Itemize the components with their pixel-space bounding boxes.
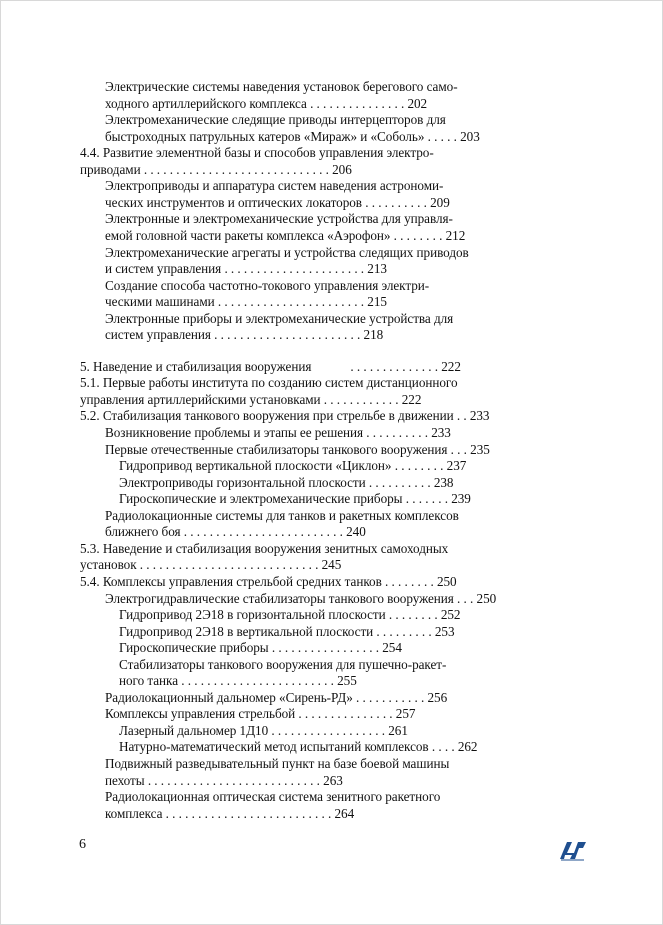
toc-line: Гидропривод 2Э18 в вертикальной плоскости . . . . . . . . . 253 (119, 623, 455, 639)
toc-line: Первые отечественные стабилизаторы танкового вооружения . . . 235 (105, 441, 490, 457)
toc-line: ного танка . . . . . . . . . . . . . . . . . . . . . . . . 255 (119, 673, 357, 689)
toc-line: Гидропривод 2Э18 в горизонтальной плоскости . . . . . . . . 252 (119, 607, 461, 623)
toc-line: быстроходных патрульных катеров «Мираж» и «Соболь» . . . . . 203 (105, 128, 480, 144)
toc-line: Радиолокационные системы для танков и ракетных комплексов (105, 507, 459, 523)
toc-line: ближнего боя . . . . . . . . . . . . . . . . . . . . . . . . . 240 (105, 524, 366, 540)
toc-line: ходного артиллерийского комплекса . . . . . . . . . . . . . . . 202 (105, 95, 428, 111)
toc-line: систем управления . . . . . . . . . . . . . . . . . . . . . . . 218 (105, 327, 384, 343)
toc-line: Электрические системы наведения установок берегового само- (105, 79, 458, 94)
toc-line: 5.2. Стабилизация танкового вооружения при стрельбе в движении . . 233 (80, 408, 490, 424)
toc-line: Электронные приборы и электромеханические устройства для (105, 310, 454, 326)
toc-line: пехоты . . . . . . . . . . . . . . . . . . . . . . . . . . . 263 (105, 772, 343, 788)
toc-line: Электромеханические агрегаты и устройства следящих приводов (105, 244, 469, 260)
toc-line: 5. Наведение и стабилизация вооружения . . . . . . . . . . . . . . 222 (80, 358, 461, 374)
toc-line: ческих инструментов и оптических локаторов . . . . . . . . . . 209 (105, 194, 450, 210)
toc-line: Электромеханические следящие приводы интерцепторов для (105, 112, 446, 128)
toc-line: комплекса . . . . . . . . . . . . . . . . . . . . . . . . . . 264 (105, 805, 355, 821)
toc-line: Электронные и электромеханические устройства для управля- (105, 211, 453, 227)
toc-line: Гироскопические приборы . . . . . . . . . . . . . . . . . 254 (119, 640, 402, 656)
toc-line: Гироскопические и электромеханические приборы . . . . . . . 239 (119, 491, 471, 507)
toc-line: Возникновение проблемы и этапы ее решения . . . . . . . . . . 233 (105, 425, 451, 440)
toc-line: и систем управления . . . . . . . . . . . . . . . . . . . . . . 213 (105, 261, 387, 277)
page-number: 6 (79, 837, 86, 852)
toc-line: 4.4. Развитие элементной базы и способов управления электро- (80, 145, 434, 161)
toc-line: Лазерный дальномер 1Д10 . . . . . . . . . . . . . . . . . . 261 (119, 722, 408, 738)
toc-line: ческими машинами . . . . . . . . . . . . . . . . . . . . . . . 215 (105, 294, 387, 310)
toc-line: Комплексы управления стрельбой . . . . . . . . . . . . . . . 257 (105, 706, 416, 722)
toc-line: приводами . . . . . . . . . . . . . . . . . . . . . . . . . . . . . 206 (80, 161, 352, 177)
toc-line: Гидропривод вертикальной плоскости «Циклон» . . . . . . . . 237 (119, 458, 467, 474)
publisher-logo-icon (557, 839, 587, 861)
toc-line: Стабилизаторы танкового вооружения для пушечно-ракет- (119, 656, 447, 672)
toc-line: Натурно-математический метод испытаний комплексов . . . . 262 (119, 739, 478, 755)
toc-line: управления артиллерийскими установками . . . . . . . . . . . . 222 (80, 391, 422, 407)
toc-line: Радиолокационный дальномер «Сирень-РД» . . . . . . . . . . . 256 (105, 689, 448, 705)
toc-line: 5.1. Первые работы института по созданию систем дистанционного (80, 375, 458, 391)
toc-line: Создание способа частотно-токового управления электри- (105, 277, 430, 293)
toc-line: установок . . . . . . . . . . . . . . . . . . . . . . . . . . . . 245 (80, 557, 342, 573)
toc-line: Электроприводы и аппаратура систем наведения астрономи- (105, 178, 444, 194)
toc-line: Электрогидравлические стабилизаторы танкового вооружения . . . 250 (105, 590, 497, 606)
toc-line: 5.4. Комплексы управления стрельбой средних танков . . . . . . . . 250 (80, 573, 457, 589)
toc-line: Электроприводы горизонтальной плоскости . . . . . . . . . . 238 (119, 474, 454, 490)
toc-line: 5.3. Наведение и стабилизация вооружения зенитных самоходных (80, 540, 449, 556)
toc-line: Подвижный разведывательный пункт на базе боевой машины (105, 756, 450, 771)
toc-line: Радиолокационная оптическая система зенитного ракетного (105, 789, 441, 805)
toc-line: емой головной части ракеты комплекса «Аэрофон» . . . . . . . . 212 (105, 227, 466, 243)
